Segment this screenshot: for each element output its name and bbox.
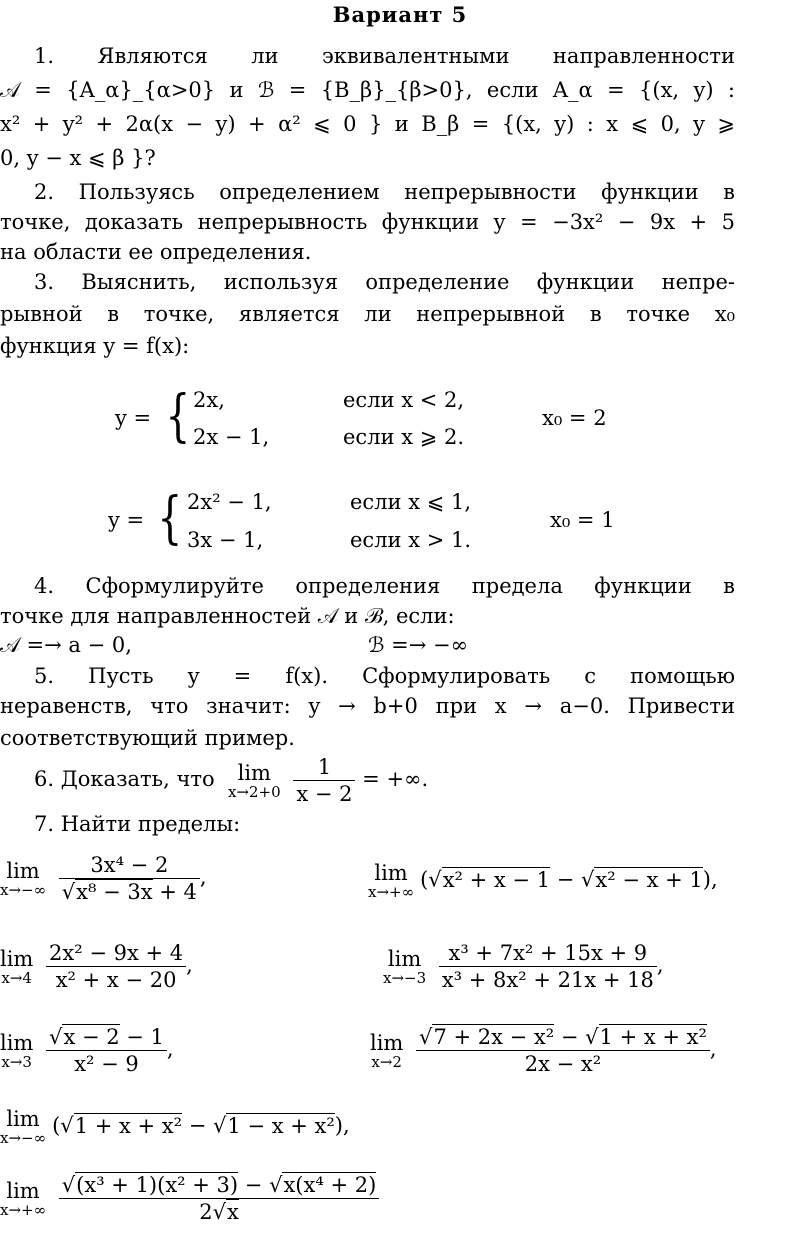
sqrt-sign: √ — [49, 1025, 63, 1049]
limit-op — [0, 948, 33, 986]
minus: − — [560, 1025, 579, 1049]
problem-3-line-3: функция y = f(x): — [0, 334, 190, 358]
limit-6-fraction — [416, 1024, 710, 1077]
sqrt-sign: √ — [419, 1025, 433, 1049]
system-1-case-1: 2x, — [193, 388, 225, 412]
problem-6-rhs: = +∞. — [362, 767, 429, 791]
tail: , — [709, 1037, 717, 1061]
lim-word: lim — [6, 1178, 40, 1203]
sqrt-sign: √ — [269, 1173, 283, 1197]
sqrt-sign: √ — [61, 880, 76, 904]
system-2-brace: { — [157, 486, 183, 551]
system-2-cond-1: если x ⩽ 1, — [350, 490, 472, 514]
problem-1-line-1: 1. Являются ли эквивалентными направленности — [34, 44, 735, 68]
sqrt-body: 7 + 2x − x² — [433, 1025, 555, 1049]
sqrt-body: x − 2 — [63, 1025, 120, 1049]
limit-3-fraction — [46, 940, 186, 993]
lim-sub: x→−∞ — [0, 1129, 47, 1147]
limit-1-fraction — [59, 852, 200, 905]
problem-6-fraction — [293, 754, 355, 807]
limit-op — [370, 1032, 403, 1070]
fraction-num: x³ + 7x² + 15x + 9 — [448, 941, 648, 965]
sqrt-sign: √ — [585, 1025, 599, 1049]
sqrt-body: 1 + x + x² — [74, 1113, 183, 1138]
sqrt-body: x² + x − 1 — [442, 867, 551, 892]
lim-word: lim — [370, 1030, 404, 1055]
problem-1-line-2: 𝒜 = {A_α}_{α>0} и ℬ = {B_β}_{β>0}, если A_α = {(x, y) : — [0, 78, 735, 102]
problem-3-line-1: 3. Выяснить, используя определение функции непре- — [34, 270, 735, 294]
sqrt-body: (x³ + 1)(x² + 3) — [76, 1173, 239, 1197]
system-2-case-1: 2x² − 1, — [187, 490, 272, 514]
limit-4 — [383, 940, 664, 993]
sqrt-sign: √ — [212, 1200, 226, 1224]
system-1-case-2: 2x − 1, — [193, 425, 270, 449]
lim-word: lim — [0, 1030, 34, 1055]
sqrt-sign: √ — [581, 867, 595, 892]
limit-6 — [370, 1024, 717, 1077]
fraction-den: 2x − x² — [416, 1050, 710, 1077]
num-rest: − 1 — [126, 1025, 164, 1049]
tail: , — [166, 1037, 174, 1061]
sqrt-body: x⁸ − 3x — [76, 880, 153, 904]
fraction-num: 1 — [317, 755, 332, 779]
problem-6-text: 6. Доказать, что — [34, 767, 215, 791]
problem-5-line-3: соответствующий пример. — [0, 726, 295, 750]
limit-7 — [0, 1108, 350, 1146]
problem-2-line-2: точке, доказать непрерывность функции y = −3x² − 9x + 5 — [0, 210, 735, 234]
minus: − — [244, 1173, 263, 1197]
system-2-x0: x₀ = 1 — [550, 508, 615, 532]
problem-4-line-1: 4. Сформулируйте определения предела функции в — [34, 574, 735, 598]
problem-5-line-1: 5. Пусть y = f(x). Сформулировать с помощью — [34, 664, 735, 688]
limit-5-fraction — [46, 1024, 167, 1077]
system-1-brace: { — [165, 384, 191, 449]
den-rest: + 4 — [159, 880, 197, 904]
lim-word: lim — [6, 858, 40, 883]
fraction-num: 2x² − 9x + 4 — [49, 941, 184, 965]
lim-sub: x→−∞ — [0, 880, 47, 899]
lim-sub: x→+∞ — [368, 883, 415, 901]
limit-op — [0, 1108, 46, 1146]
limit-op — [0, 1032, 33, 1070]
system-1-x0: x₀ = 2 — [542, 406, 607, 430]
lim-sub: x→4 — [1, 968, 32, 987]
minus: − — [556, 867, 575, 892]
fraction-den — [59, 878, 200, 905]
tail: ), — [334, 1113, 350, 1138]
lim-word: lim — [374, 861, 408, 885]
lim-sub: x→−3 — [383, 968, 427, 987]
problem-3-line-2: рывной в точке, является ли непрерывной в точке x₀ — [0, 302, 735, 326]
system-1-cond-1: если x < 2, — [343, 388, 465, 412]
sqrt-body: 1 + x + x² — [599, 1025, 707, 1049]
sqrt-sign: √ — [213, 1113, 227, 1138]
lim-sub: x→3 — [1, 1052, 32, 1071]
problem-7-text: 7. Найти пределы: — [34, 812, 241, 836]
sqrt-body: 1 − x + x² — [227, 1113, 335, 1138]
fraction-den — [59, 1198, 380, 1225]
lim-sub: x→2 — [371, 1052, 402, 1071]
minus: − — [188, 1113, 207, 1138]
problem-6-limit — [228, 762, 281, 800]
fraction-den: x³ + 8x² + 21x + 18 — [439, 966, 657, 993]
limit-3 — [0, 940, 193, 993]
limit-op — [368, 862, 414, 900]
limit-2 — [368, 862, 718, 900]
sqrt-sign: √ — [61, 1173, 76, 1197]
problem-1-line-4: 0, y − x ⩽ β }? — [0, 146, 156, 170]
system-2-case-2: 3x − 1, — [187, 528, 264, 552]
system-1-cond-2: если x ⩾ 2. — [343, 425, 465, 449]
lim-word: lim — [237, 760, 271, 785]
fraction-num — [416, 1024, 710, 1050]
tail: ), — [702, 867, 718, 892]
limit-op — [383, 948, 426, 986]
problem-2-line-3: на области ее определения. — [0, 240, 312, 264]
fraction-num — [46, 1024, 167, 1050]
sqrt-body: x — [226, 1200, 239, 1224]
limit-1 — [0, 852, 207, 905]
lim-sub: x→2+0 — [227, 782, 281, 801]
lim-sub: x→+∞ — [0, 1200, 47, 1219]
limit-op — [0, 1180, 46, 1218]
problem-1-line-3: x² + y² + 2α(x − y) + α² ⩽ 0 } и B_β = {(x, y) : x ⩽ 0, y ⩾ — [0, 112, 735, 136]
problem-4-line-2: точке для направленностей 𝒜 и ℬ, если: — [0, 604, 455, 628]
system-2-lhs: y = — [108, 508, 145, 532]
limit-8 — [0, 1172, 379, 1225]
sqrt-sign: √ — [60, 1113, 74, 1138]
problem-4-b: ℬ =→ −∞ — [368, 633, 469, 657]
sqrt-sign: √ — [428, 867, 442, 892]
fraction-num: 3x⁴ − 2 — [90, 853, 169, 877]
fraction-num — [59, 1172, 380, 1198]
lim-word: lim — [6, 1107, 40, 1131]
fraction-den: x² − 9 — [46, 1050, 167, 1077]
tail: , — [199, 865, 207, 889]
limit-op — [0, 860, 46, 898]
tail: , — [186, 953, 193, 977]
system-1-lhs: y = — [115, 406, 152, 430]
fraction-den: x² + x − 20 — [46, 966, 186, 993]
system-2-cond-2: если x > 1. — [350, 528, 472, 552]
limit-8-fraction — [59, 1172, 380, 1225]
variant-title: Вариант 5 — [332, 2, 468, 27]
sqrt-body: x² − x + 1 — [595, 867, 703, 892]
limit-5 — [0, 1024, 174, 1077]
den-coef: 2 — [199, 1200, 213, 1224]
limit-4-fraction — [439, 940, 657, 993]
open-paren: ( — [52, 1113, 61, 1138]
lim-word: lim — [387, 946, 422, 971]
problem-4-a: 𝒜 =→ a − 0, — [0, 633, 132, 657]
fraction-den: x − 2 — [293, 780, 355, 807]
open-paren: ( — [420, 867, 429, 892]
problem-5-line-2: неравенств, что значит: y → b+0 при x → a−0. Привести — [0, 694, 735, 718]
problem-6 — [34, 754, 428, 807]
tail: , — [656, 953, 664, 977]
sqrt-body: x(x⁴ + 2) — [283, 1173, 377, 1197]
lim-word: lim — [0, 946, 34, 971]
problem-2-line-1: 2. Пользуясь определением непрерывности функции в — [34, 180, 735, 204]
